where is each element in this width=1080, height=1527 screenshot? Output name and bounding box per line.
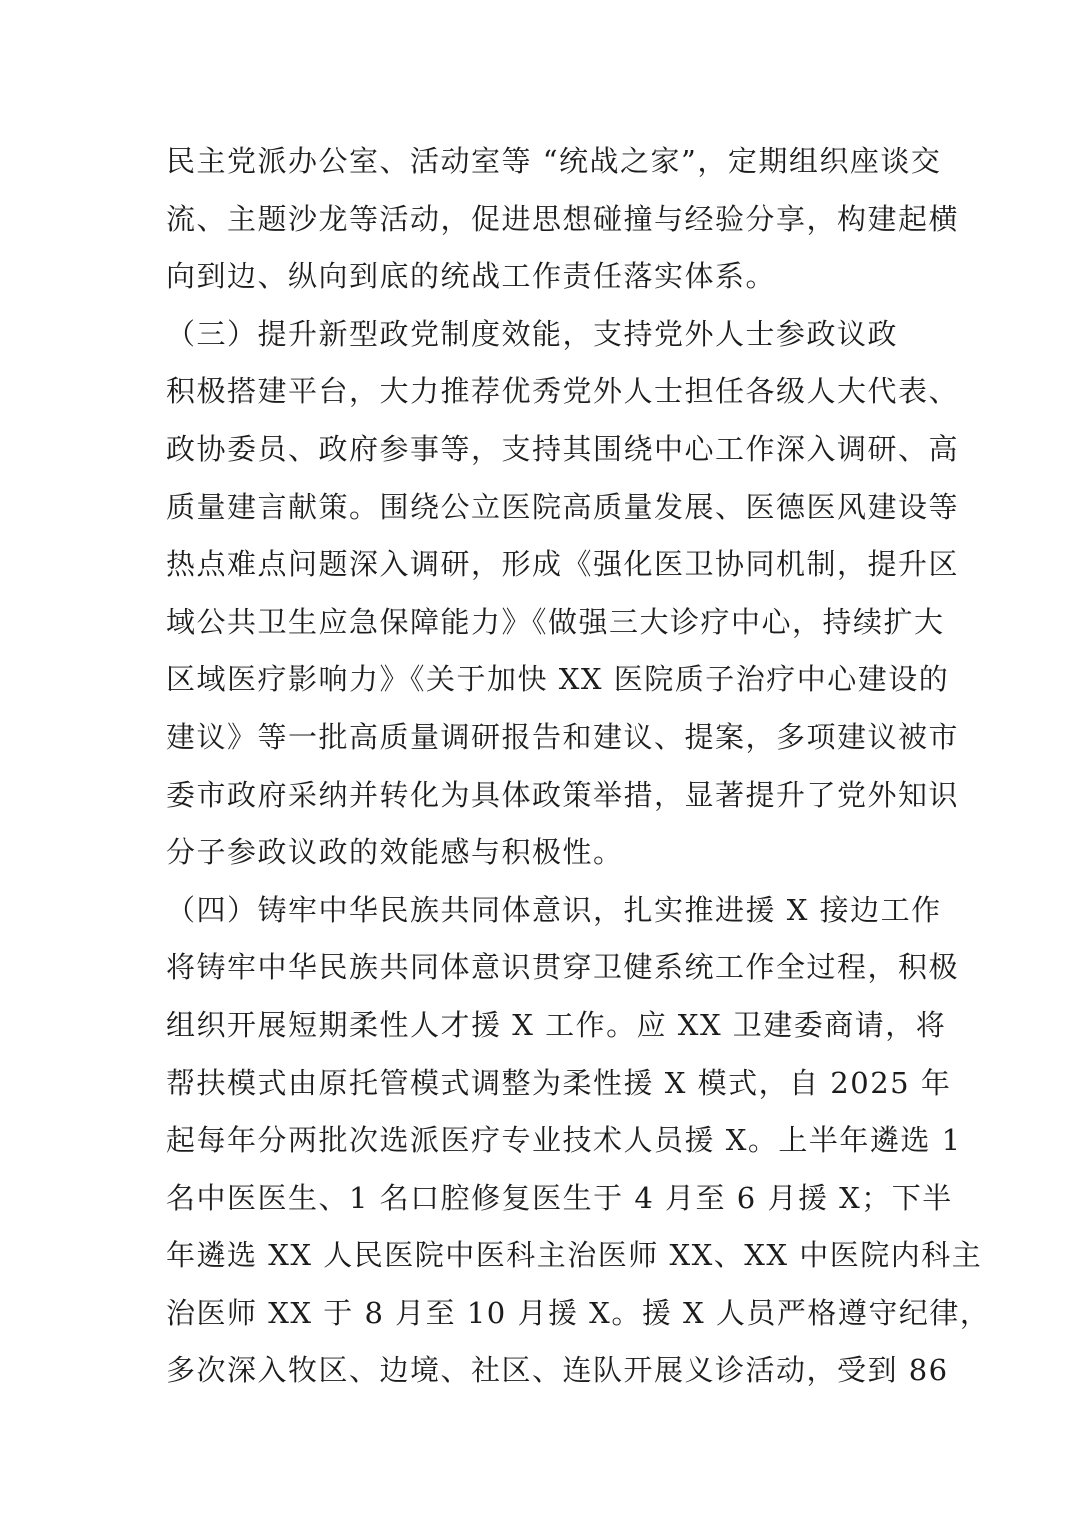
text-line: 域公共卫生应急保障能力》《做强三大诊疗中心，持续扩大 [166,604,945,639]
text-line: 流、主题沙龙等活动，促进思想碰撞与经验分享，构建起横 [166,201,960,236]
text-line: 治医师 XX 于 8 月至 10 月援 X。援 X 人员严格遵守纪律， [166,1295,991,1330]
text-line: 多次深入牧区、边境、社区、连队开展义诊活动，受到 86 [166,1353,949,1388]
text-line: 起每年分两批次选派医疗专业技术人员援 X。上半年遴选 1 [166,1123,962,1158]
text-line: 分子参政议政的效能感与积极性。 [166,835,624,870]
text-line: 组织开展短期柔性人才援 X 工作。应 XX 卫建委商请，将 [166,1007,947,1042]
text-line: 政协委员、政府参事等，支持其围绕中心工作深入调研、高 [166,431,960,466]
text-line: 将铸牢中华民族共同体意识贯穿卫健系统工作全过程，积极 [166,950,960,985]
text-line: 热点难点问题深入调研，形成《强化医卫协同机制，提升区 [166,547,960,582]
text-line: 年遴选 XX 人民医院中医科主治医师 XX、XX 中医院内科主 [166,1238,983,1273]
section-heading: （三）提升新型政党制度效能，支持党外人士参政议政 [166,316,899,351]
text-line: 帮扶模式由原托管模式调整为柔性援 X 模式，自 2025 年 [166,1065,952,1100]
section-heading: （四）铸牢中华民族共同体意识，扎实推进援 X 接边工作 [166,892,942,927]
text-line: 委市政府采纳并转化为具体政策举措，显著提升了党外知识 [166,777,960,812]
text-line: 区域医疗影响力》《关于加快 XX 医院质子治疗中心建设的 [166,662,950,697]
text-line: 质量建言献策。围绕公立医院高质量发展、医德医风建设等 [166,489,960,524]
text-line: 建议》等一批高质量调研报告和建议、提案，多项建议被市 [166,719,960,754]
text-line: 名中医医生、1 名口腔修复医生于 4 月至 6 月援 X；下半 [166,1180,953,1215]
text-line: 向到边、纵向到底的统战工作责任落实体系。 [166,259,777,294]
text-line: 民主党派办公室、活动室等 “统战之家”，定期组织座谈交 [166,144,942,178]
text-line: 积极搭建平台，大力推荐优秀党外人士担任各级人大代表、 [166,374,960,409]
body-text [166,133,991,1400]
